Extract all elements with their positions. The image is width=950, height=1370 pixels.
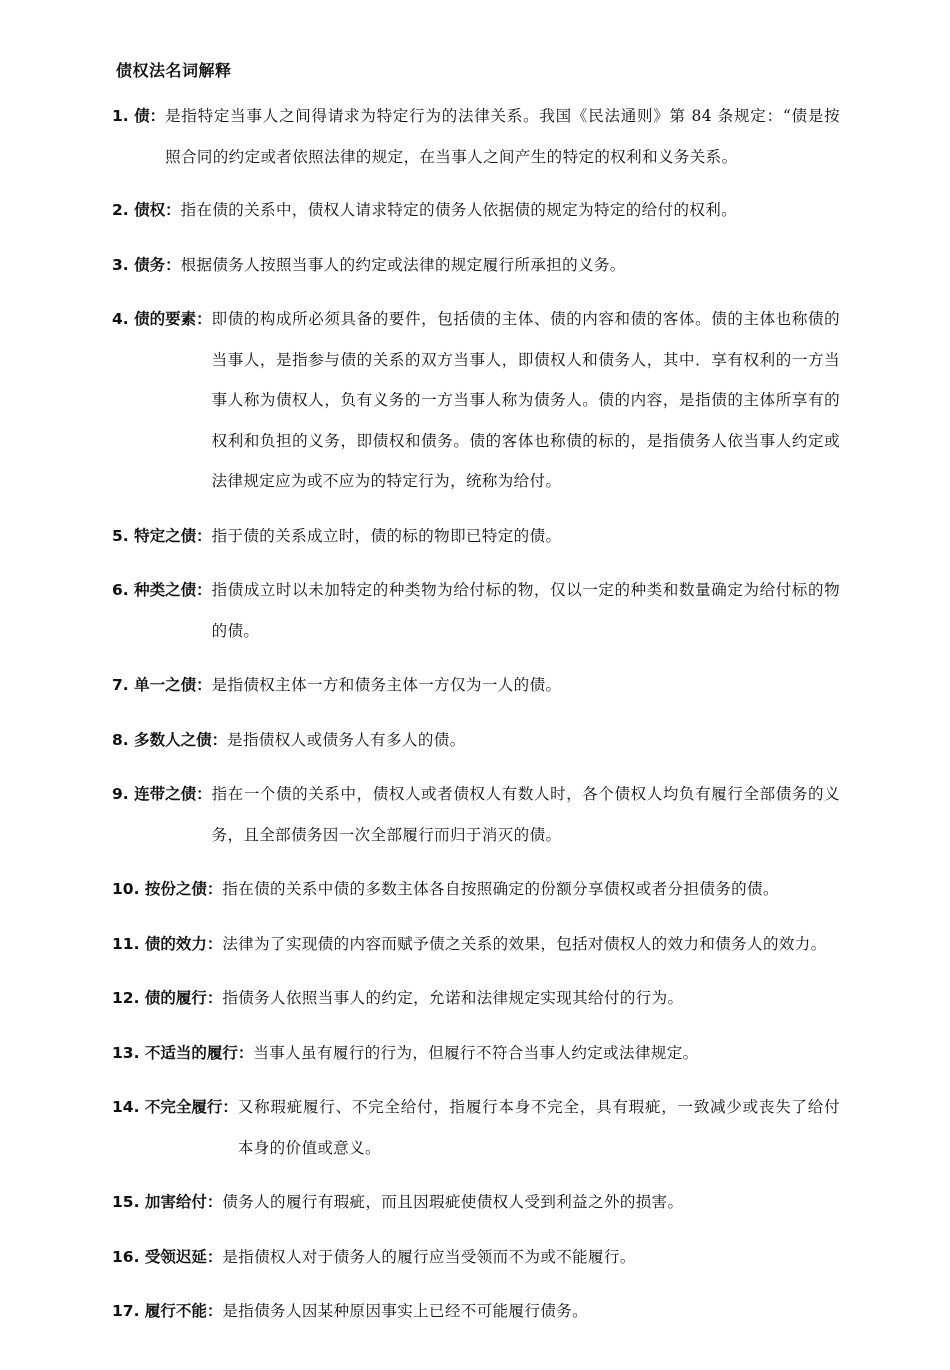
term-definition: 是指债权人对于债务人的履行应当受领而不为或不能履行。 <box>222 1247 636 1266</box>
definition-entry-2 <box>112 190 840 231</box>
definition-entry-1 <box>112 96 840 177</box>
definition-entry-10 <box>112 869 840 910</box>
definition-entry-14 <box>112 1087 840 1168</box>
term-definition: 指于债的关系成立时，债的标的物即已特定的债。 <box>211 526 562 545</box>
term-definition: 指债务人依照当事人的约定，允诺和法律规定实现其给付的行为。 <box>222 989 684 1007</box>
definition-entry-15 <box>112 1182 840 1223</box>
definition-entry-8 <box>112 720 840 761</box>
definition-entry-3 <box>112 245 840 286</box>
term-definition: 指在债的关系中债的多数主体各自按照确定的份额分享债权或者分担债务的债。 <box>222 880 779 898</box>
definition-entry-5 <box>112 516 840 557</box>
definition-entry-13 <box>112 1033 840 1074</box>
definition-entry-6 <box>112 570 840 651</box>
term-label: 2. 债权： <box>112 201 181 219</box>
term-label: 14. 不完全履行： <box>112 1098 238 1116</box>
term-definition: 债务人的履行有瑕疵，而且因瑕疵使债权人受到利益之外的损害。 <box>222 1193 684 1211</box>
term-label: 16. 受领迟延： <box>112 1247 223 1266</box>
term-label: 4. 债的要素： <box>112 310 212 328</box>
term-label: 9. 连带之债： <box>112 785 212 803</box>
term-definition: 又称瑕疵履行、不完全给付，指履行本身不完全，具有瑕疵，一致减少或丧失了给付本身的价值或意义。 <box>237 1098 840 1157</box>
document-title: 债权法名词解释 <box>116 61 232 80</box>
term-label: 13. 不适当的履行： <box>112 1043 254 1062</box>
term-definition: 是指债权人或债务人有多人的债。 <box>227 730 466 749</box>
term-label: 12. 债的履行： <box>112 989 223 1007</box>
term-definition: 指债成立时以未加特定的种类物为给付标的物，仅以一定的种类和数量确定为给付标的物的债。 <box>211 581 840 640</box>
definition-entry-11 <box>112 924 840 965</box>
term-label: 11. 债的效力： <box>112 934 223 953</box>
term-definition: 当事人虽有履行的行为，但履行不符合当事人约定或法律规定。 <box>253 1043 699 1062</box>
term-label: 10. 按份之债： <box>112 880 223 898</box>
definition-list <box>112 96 840 1346</box>
term-label: 3. 债务： <box>112 255 181 274</box>
term-label: 15. 加害给付： <box>112 1193 223 1211</box>
term-definition: 是指债务人因某种原因事实上已经不可能履行债务。 <box>222 1302 589 1320</box>
definition-entry-4 <box>112 299 840 502</box>
term-label: 7. 单一之债： <box>112 676 212 694</box>
term-definition: 指在一个债的关系中，债权人或者债权人有数人时，各个债权人均负有履行全部债务的义务，且全部债务因一次全部履行而归于消灭的债。 <box>211 785 840 844</box>
term-label: 5. 特定之债： <box>112 526 212 545</box>
term-label: 1. 债： <box>112 107 166 125</box>
term-definition: 法律为了实现债的内容而赋予债之关系的效果，包括对债权人的效力和债务人的效力。 <box>222 934 827 953</box>
definition-entry-7 <box>112 665 840 706</box>
definition-entry-16 <box>112 1237 840 1278</box>
term-definition: 是指债权主体一方和债务主体一方仅为一人的债。 <box>211 676 562 694</box>
term-definition: 指在债的关系中，债权人请求特定的债务人依据债的规定为特定的给付的权利。 <box>180 201 738 219</box>
definition-entry-17 <box>112 1291 840 1332</box>
term-definition: 即债的构成所必须具备的要件，包括债的主体、债的内容和债的客体。债的主体也称债的当事人，是指参与债的关系的双方当事人，即债权人和债务人，其中．享有权利的一方当事人称为债权人，负有义务的一方当事人称为债务人。债的内容，是指债的主体所享有的权利和负担的义务，即债权和债务。债的客体也称债的标的，是指债务人依当事人约定或法律规定应为或不应为的特定行为，统称为给付。 <box>211 310 840 490</box>
term-definition: 根据债务人按照当事人的约定或法律的规定履行所承担的义务。 <box>180 255 626 274</box>
definition-entry-9 <box>112 774 840 855</box>
definition-entry-12 <box>112 978 840 1019</box>
term-label: 8. 多数人之债： <box>112 730 228 749</box>
term-definition: 是指特定当事人之间得请求为特定行为的法律关系。我国《民法通则》第 84 条规定：“债是按照合同的约定或者依照法律的规定，在当事人之间产生的特定的权利和义务关系。 <box>165 107 840 166</box>
term-label: 17. 履行不能： <box>112 1302 223 1320</box>
term-label: 6. 种类之债： <box>112 581 212 599</box>
